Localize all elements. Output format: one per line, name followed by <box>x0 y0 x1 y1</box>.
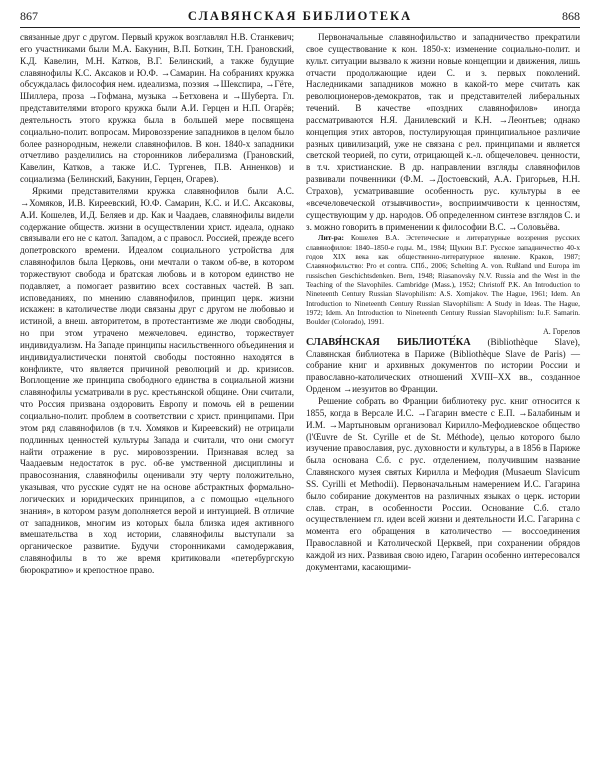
entry-definition: (Bibliothèque Slave), Славянская библиотека в Париже (Bibliothèque Slave de Paris) — собрание книг и архивных документов по истории России и православно-католических отношений XVIII–XX вв., созданное Орденом →иезуитов во Франции. <box>306 336 580 395</box>
literature-text: Кошелев В.А. Эстетические и литературные воззрения русских славянофилов: 1840–1850-е годы. М., 1984; Щукин В.Г. Русское западничество 40-х годов XIX века как общественно-литературное явление. Краков, 1987; Славянофильство: Pro et contra. СПб., 2006; Schelting A. von. Rußland und Europa im russischen Geschichtsdenken. Bern, 1948; Riasanovsky N.V. Russia and the West in the Teaching of the Slavophiles. Cambridge (Mass.), 1952; Christoff P.K. An Introduction to Nineteenth Century Russian Slavophilism: A.S. Xomjakov. The Hague, 1961; Idem. An Introduction to Nineteenth Century Russian Slavophilism: A Study in Ideas. The Hague, 1972; Idem. An Introduction to Nineteenth Century Russian Slavophilism: Iu.F. Samarin. Boulder (Colorado), 1991. <box>306 233 581 327</box>
header-rule <box>20 27 580 28</box>
running-title: СЛАВЯНСКАЯ БИБЛИОТЕКА <box>187 8 413 23</box>
page-header <box>20 6 580 26</box>
literature-list <box>306 233 580 326</box>
entry-headword: СЛАВЯ́НСКАЯ БИБЛИОТЕ́КА <box>306 336 471 348</box>
right-column <box>306 32 580 574</box>
article-author: А. Горелов <box>542 326 580 336</box>
left-column <box>20 32 294 577</box>
paragraph: Первоначальные славянофильство и западничество прекратили свое существование к кон. 1850-х: изменение социально-полит. и культ. ситуации вызвало к жизни новые концепции и движения, лишь отчасти продолжающие идеи С. и з. первых поколений. Наследниками западников можно в какой-то мере считать как революционеров-демократов, так и представителей либеральных течений. В качестве «поздних славянофилов» иногда рассматриваются Н.Я. Данилевский и К.Н. →Леонтьев; однако концепция этих авторов, постулирующая принципиальное различие разных цивилизаций, уже не связана с рел. принципами и является светской теорией, по сути, отрицающей к.-л. общечеловеч. ценности, в т.ч. христианские. В др. направлении взгляды славянофилов развивали почвенники (Ф.М. →Достоевский, А.А. Григорьев, Н.Н. Страхов), усматривавшие особенность рус. культуры в ее «всечеловеческой отзывчивости», восприимчивости к ценностям, существующим у др. народов. Об определенном синтезе взглядов С. и з. можно говорить в применении к философии В.С. →Соловьёва. <box>306 32 580 232</box>
paragraph: Яркими представителями кружка славянофилов были А.С. →Хомяков, И.В. Киреевский, Ю.Ф. Самарин, К.С. и И.С. Аксаковы, А.И. Кошелев, И.Д. Беляев и др. Как и Чаадаев, славянофилы видели содержание обществ. жизни в осуществлении христ. идеала, однако связывали его не с катол. Западом, а с правосл. Россией, прежде всего допетровского времени. Идеалом социального устройства для славянофилов была Церковь, они мечтали о таком об-ве, в котором торжествуют свобода и братская любовь и в котором единство не подавляет, а помогает развитию всех составных частей. В зап. исповеданиях, по мнению славянофилов, принцип церк. жизни искажен: в католичестве люди связаны друг с другом не любовью и истиной, а внеш. авторитетом, в протестантизме же люди свободны, но при этом утрачено межчеловеч. единство, торжествует индивидуализм. На Западе принципы насильственного объединения и индивидуалистически понятой свободы постоянно находятся в конфликте, что является причиной революций и др. кризисов. Воплощение же принципа свободного единства в социальной жизни славянофилы усматривали в рус. крестьянской общине. Они считали, что Россия призвана оздоровить Европу и помочь ей в решении социально-полит. проблем в соответствии с христ. принципами. При этом ряд славянофилов (в т.ч. Хомяков и Киреевский) не отрицали подлинных ценностей культуры Запада и считали, что они смогут найти отражение в рус. мировоззрении. Признавая вслед за Чаадаевым недостаток в рус. об-ве умственной дисциплины и правосознания, славянофилы оценивали эту черту положительно, указывая, что русские судят не на основе абстрактных формально-логических и юридических принципов, а с помощью «цельного знания», в котором разум дополняется верой и интуицией. В отличие от западников, многим из которых была близка идея активного вмешательства в ход истории, славянофилы выступали за органическое развитие. Будучи сторонниками самодержавия, славянофилы в то же время критиковали «петербургскую бюрократию» и крепостное право. <box>20 185 294 575</box>
paragraph: связанные друг с другом. Первый кружок возглавлял Н.В. Станкевич; его участниками были М.А. Бакунин, В.П. Боткин, Т.Н. Грановский, К.Д. Кавелин, М.Н. Катков, В.Г. Белинский, а также будущие славянофилы К.С. Аксаков и Ю.Ф. →Самарин. На собраниях кружка обсуждалась философия нем. идеализма, поэзия →Шекспира, →Гёте, Шиллера, проза →Гофмана, музыка →Бетховена и →Шуберта. Гл. представителями второго кружка были А.И. Герцен и Н.П. Огарёв; деятельность этого кружка была в большей мере посвящена социально-полит. вопросам. Мировоззрение западников в целом было более разнородным, нежели славянофилов. В кон. 1840-х западники отчетливо разделились на сторонников либерализма (Грановский, Кавелин, Катков, а также И.С. Тургенев, П.В. Анненков) и социализма (Белинский, Бакунин, Герцен, Огарев). <box>20 32 294 185</box>
page-number-right: 868 <box>561 8 580 23</box>
entry-intro <box>306 337 580 396</box>
page-number-left: 867 <box>20 8 38 23</box>
literature-label: Лит-ра: <box>318 233 344 243</box>
paragraph: Решение собрать во Франции библиотеку рус. книг относится к 1855, когда в Версале И.С. →Гагарин вместе с Е.П. →Балабиным и И.М. →Мартыновым организовал Кирилло-Мефодиевское общество (l'Œuvre de St. Cyrille et de St. Méthode), целью которого было изучение православия, рус. духовности и культуры, а в 1856 в Париже была основана С.б. с рус. отделением, получившим название Славянского музея святых Кирилла и Мефодия (Musaeum Slavicum SS. Cyrilli et Methodii). Первоначальным намерением И.С. Гагарина было собирание документов на различных языках о церк. истории слав. стран, в особенности России. Основание С.б. стало осуществлением гл. идеи всей жизни и деятельности И.С. Гагарина с момента его обращения в католичество — воссоединения Православной и Католической Церквей, при сохранении обрядов каждой из них. Развивая свою идею, Гагарин особенно интересовался документами, касающими- <box>306 396 580 572</box>
